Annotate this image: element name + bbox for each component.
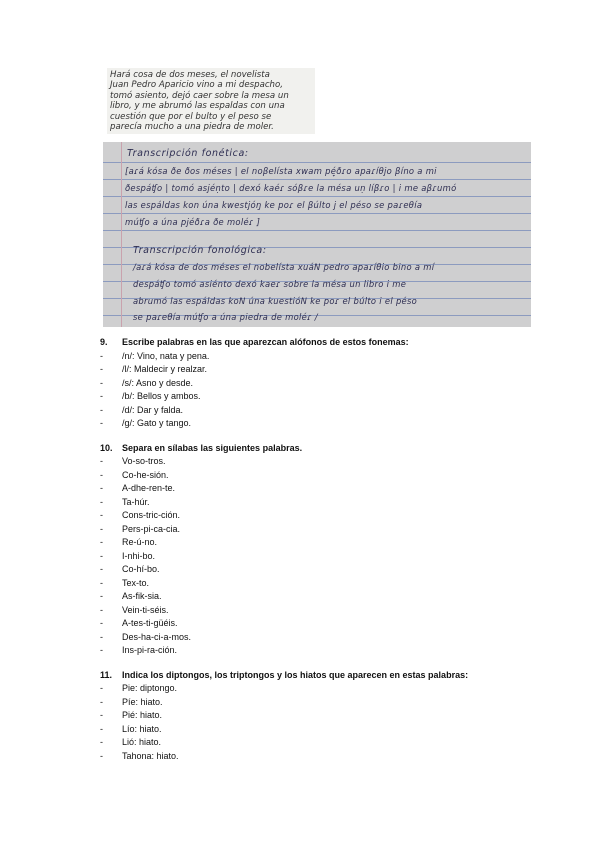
excerpt-line: libro, y me abrumó las espaldas con una [110,101,285,112]
answer-text: Tex-to. [122,577,150,588]
list-item [100,736,520,750]
dash-bullet: - [100,645,103,655]
list-item [100,617,520,631]
list-item [100,631,520,645]
dash-bullet: - [100,483,103,493]
answer-text: Lió: hiato. [122,737,162,747]
answer-text: A-tes-ti-güéis. [122,618,178,628]
list-item [100,577,520,591]
excerpt-line: tomó asiento, dejó caer sobre la mesa un [110,90,289,101]
dash-bullet: - [100,604,103,615]
answer-text: Vo-so-tros. [122,456,166,466]
dash-bullet: - [100,377,103,388]
exercise-content [100,336,520,774]
dash-bullet: - [100,350,103,361]
dash-bullet: - [100,523,103,534]
answer-text: /g/: Gato y tango. [122,418,192,428]
list-item [100,696,520,710]
phonetic-line: múʧo a úna pjéðɾa ðe moléɾ ] [125,217,261,227]
question-text: Escribe palabras en las que aparezcan alófonos de estos fonemas: [122,337,409,347]
list-item [100,363,520,377]
dash-bullet: - [100,537,103,547]
question-number: 9. [100,337,108,347]
answer-text: /s/: Asno y desde. [122,377,194,388]
question-heading [100,442,520,456]
dash-bullet: - [100,631,103,642]
answer-text: As-fik-sia. [122,591,162,601]
dash-bullet: - [100,683,103,693]
answer-text: /n/: Vino, nata y pena. [122,350,210,361]
list-item [100,750,520,764]
answer-text: /b/: Bellos y ambos. [122,391,201,401]
phonological-line: despáʧo tomó asiénto dexó kaeɾ sobre la mésa un libro i me [133,279,407,289]
dash-bullet: - [100,564,103,574]
dash-bullet: - [100,696,103,707]
list-item [100,417,520,431]
answer-text: I-nhi-bo. [122,550,156,561]
answer-text: Cons-tric-ción. [122,510,181,520]
dash-bullet: - [100,737,103,747]
list-item [100,682,520,696]
question-heading [100,336,520,350]
dash-bullet: - [100,510,103,520]
list-item [100,496,520,510]
dash-bullet: - [100,591,103,601]
list-item [100,404,520,418]
dash-bullet: - [100,710,103,720]
answer-list [100,350,520,431]
answer-text: A-dhe-ren-te. [122,483,176,493]
list-item [100,377,520,391]
phonetic-title: Transcripción fonética: [127,148,249,159]
dash-bullet: - [100,456,103,466]
dash-bullet: - [100,496,103,507]
exercise-section [100,442,520,658]
question-number: 10. [100,442,113,453]
list-item [100,550,520,564]
answer-text: /l/: Maldecir y realzar. [122,364,208,374]
printed-excerpt-image [107,68,315,134]
answer-list [100,455,520,658]
dash-bullet: - [100,404,103,415]
answer-text: Pie: diptongo. [122,683,178,693]
dash-bullet: - [100,723,103,734]
list-item [100,590,520,604]
phonetic-line: las espáldas kon úna kwestjóŋ ke poɾ el βúlto j el péso se paɾeθía [125,200,423,210]
exercise-section [100,669,520,764]
phonological-line: /aɾá kósa de dos méses el nobelísta xuáN pedro apaɾíθio bino a mí [133,262,435,272]
dash-bullet: - [100,418,103,428]
list-item [100,709,520,723]
list-item [100,536,520,550]
dash-bullet: - [100,750,103,761]
list-item [100,469,520,483]
list-item [100,523,520,537]
excerpt-line: cuestión que por el bulto y el peso se [110,111,272,122]
list-item [100,604,520,618]
dash-bullet: - [100,550,103,561]
question-heading [100,669,520,683]
question-text: Separa en sílabas las siguientes palabras. [122,442,303,453]
list-item [100,509,520,523]
answer-text: Tahona: hiato. [122,750,179,761]
list-item [100,644,520,658]
answer-text: Vein-ti-séis. [122,604,169,615]
dash-bullet: - [100,469,103,480]
excerpt-line: parecía mucho a una piedra de moler. [110,122,274,133]
answer-text: Co-he-sión. [122,469,169,480]
answer-text: /d/: Dar y falda. [122,404,184,415]
list-item [100,563,520,577]
exercise-section [100,336,520,431]
phonological-line: abrumó las espáldas koN úna kuestióN ke poɾ el búlto i el péso [133,296,418,306]
excerpt-line: Hará cosa de dos meses, el novelista [110,70,270,80]
dash-bullet: - [100,577,103,588]
answer-text: Píe: hiato. [122,696,163,707]
question-number: 11. [100,669,113,680]
dash-bullet: - [100,391,103,401]
answer-text: Co-hí-bo. [122,564,160,574]
list-item [100,482,520,496]
answer-list [100,682,520,763]
dash-bullet: - [100,364,103,374]
answer-text: Re-ú-no. [122,537,158,547]
question-text: Indica los diptongos, los triptongos y los hiatos que aparecen en estas palabras: [122,669,469,680]
dash-bullet: - [100,618,103,628]
phonological-line: se paɾeθía múʧo a úna piedra de moléɾ / [133,312,318,322]
notebook-margin-line [121,142,122,327]
phonological-title: Transcripción fonológica: [133,245,267,256]
answer-text: Des-ha-ci-a-mos. [122,631,192,642]
answer-text: Lío: hiato. [122,723,162,734]
list-item [100,455,520,469]
handwritten-notebook-photo [103,142,531,327]
list-item [100,723,520,737]
answer-text: Pié: hiato. [122,710,163,720]
answer-text: Ta-húr. [122,496,150,507]
phonetic-line: ðespáʧo | tomó asjéṇto | dexó kaéɾ sóβɾe la mésa uṇ líβɾo | i me aβɾumó [125,183,457,193]
list-item [100,390,520,404]
answer-text: Ins-pi-ra-ción. [122,645,178,655]
phonetic-line: [aɾá kósa ðe ðos méses | el noβelísta xwam pé̞ðɾo apaɾíθjo βíno a mi [125,166,437,176]
excerpt-line: Juan Pedro Aparicio vino a mi despacho, [110,80,283,91]
list-item [100,350,520,364]
answer-text: Pers-pi-ca-cia. [122,523,181,534]
